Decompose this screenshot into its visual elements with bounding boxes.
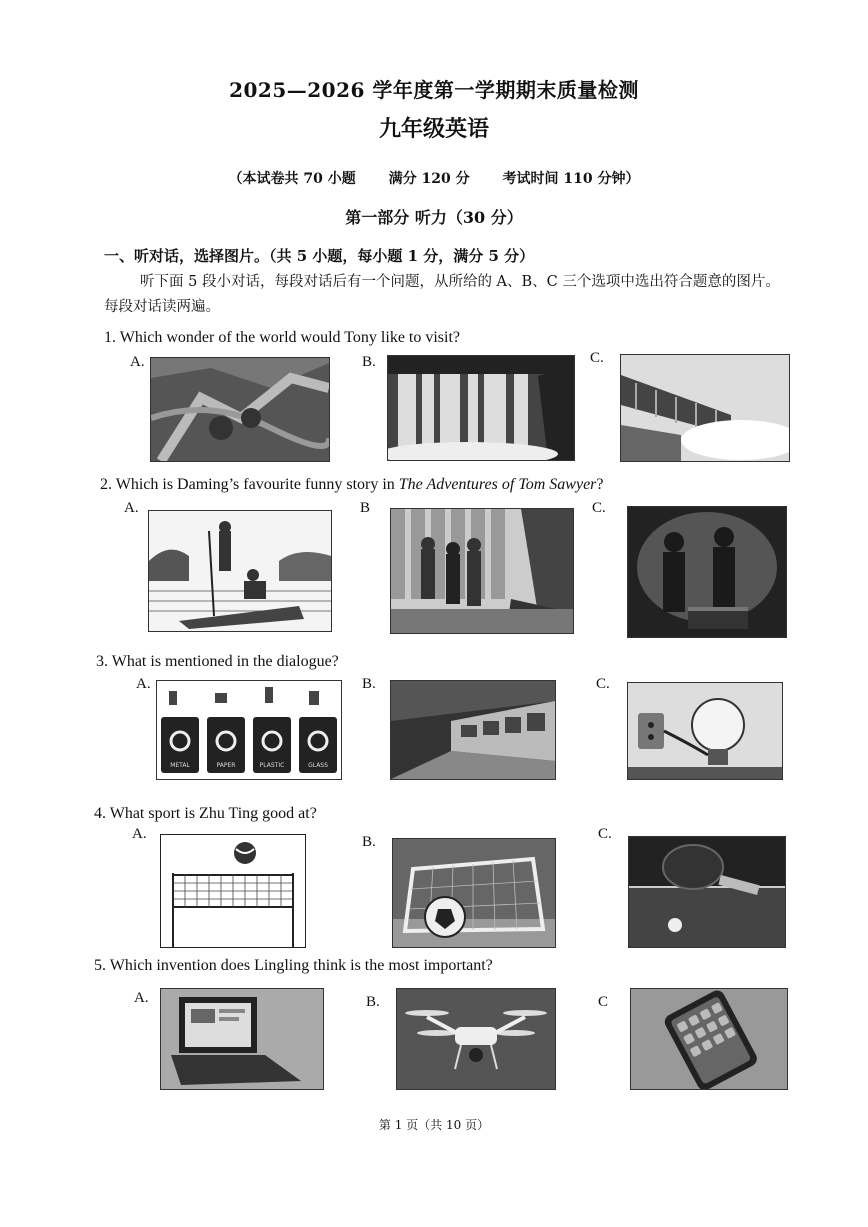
pingpong-drawing: [629, 837, 785, 947]
dam-icon[interactable]: [620, 354, 790, 462]
exam-info-score: 满分 120 分: [388, 171, 470, 187]
drone-icon[interactable]: [396, 988, 556, 1090]
fence-painting-illustration-icon[interactable]: [390, 508, 574, 634]
exam-info-questions: （本试卷共 70 小题: [228, 171, 356, 187]
bin-label-plastic: PLASTIC: [259, 762, 285, 769]
smartphone-icon[interactable]: [630, 988, 788, 1090]
subway-train-icon[interactable]: [390, 680, 556, 780]
part-heading: 第一部分 听力（30 分）: [345, 208, 523, 227]
bulb-drawing: [628, 683, 782, 779]
question-number: 1.: [104, 329, 116, 346]
exam-info-time: 考试时间 110 分钟）: [502, 171, 640, 187]
section-heading: 一、听对话，选择图片。（共 5 小题，每小题 1 分，满分 5 分）: [104, 247, 535, 265]
laptop-icon[interactable]: [160, 988, 324, 1090]
waterfall-icon[interactable]: [387, 355, 575, 461]
option-c-label: C.: [592, 500, 606, 516]
option-a-label: A.: [132, 826, 147, 842]
cave-drawing: [628, 507, 786, 637]
volleyball-drawing: [161, 835, 305, 947]
question-number: 2.: [100, 476, 112, 493]
option-c-label: C: [598, 994, 609, 1010]
drone-drawing: [397, 989, 555, 1089]
option-a-label: A.: [136, 676, 151, 692]
option-b-label: B: [360, 500, 371, 516]
option-c-label: C.: [598, 826, 612, 842]
volleyball-net-icon[interactable]: [160, 834, 306, 948]
great-wall-drawing: [151, 358, 329, 461]
phone-drawing: [631, 989, 787, 1089]
question-text: What sport is Zhu Ting good at?: [109, 805, 317, 822]
question-number: 3.: [96, 653, 108, 670]
fence-drawing: [391, 509, 573, 633]
option-b-label: B.: [366, 994, 380, 1010]
exam-info: [0, 168, 868, 188]
question-1: [104, 329, 460, 347]
page-footer: 第 1 页（共 10 页）: [378, 1118, 490, 1132]
option-c-label: C.: [590, 350, 604, 366]
question-2: [100, 476, 604, 494]
exam-subject: 九年级英语: [378, 116, 489, 142]
treasure-cave-illustration-icon[interactable]: [627, 506, 787, 638]
question-number: 5.: [94, 957, 106, 974]
question-number: 4.: [94, 805, 106, 822]
recycling-bins-icon[interactable]: [156, 680, 342, 780]
question-text: Which is Daming’s favourite funny story in: [115, 476, 399, 493]
option-a-label: A.: [124, 500, 139, 516]
train-drawing: [391, 681, 555, 779]
exam-title: 2025—2026 学年度第一学期期末质量检测: [229, 78, 639, 102]
option-b-label: B.: [362, 676, 376, 692]
raft-drawing: [149, 511, 331, 631]
option-b-label: B.: [362, 354, 376, 370]
question-4: [94, 805, 317, 823]
option-c-label: C.: [596, 676, 610, 692]
soccer-goal-icon[interactable]: [392, 838, 556, 948]
question-3: [96, 653, 339, 671]
raft-illustration-icon[interactable]: [148, 510, 332, 632]
option-a-label: A.: [130, 354, 145, 370]
ping-pong-icon[interactable]: [628, 836, 786, 948]
question-5: [94, 957, 493, 975]
question-text: Which wonder of the world would Tony like to visit?: [119, 329, 461, 346]
question-text: Which invention does Lingling think is the most important?: [109, 957, 493, 974]
bins-drawing: [157, 681, 341, 779]
soccer-drawing: [393, 839, 555, 947]
dam-drawing: [621, 355, 789, 461]
bin-label-metal: METAL: [170, 762, 190, 769]
question-mark: ?: [596, 476, 604, 493]
light-bulb-icon[interactable]: [627, 682, 783, 780]
laptop-drawing: [161, 989, 323, 1089]
question-text: What is mentioned in the dialogue?: [111, 653, 339, 670]
book-title: The Adventures of Tom Sawyer: [398, 476, 597, 493]
bin-label-glass: GLASS: [308, 762, 328, 769]
option-b-label: B.: [362, 834, 376, 850]
option-a-label: A.: [134, 990, 149, 1006]
great-wall-icon[interactable]: [150, 357, 330, 462]
section-instruction: 听下面 5 段小对话，每段对话后有一个问题，从所给的 A、B、C 三个选项中选出符合题意的图片。每段对话读两遍。: [104, 274, 780, 315]
waterfall-drawing: [388, 356, 574, 460]
bin-label-paper: PAPER: [216, 762, 236, 769]
